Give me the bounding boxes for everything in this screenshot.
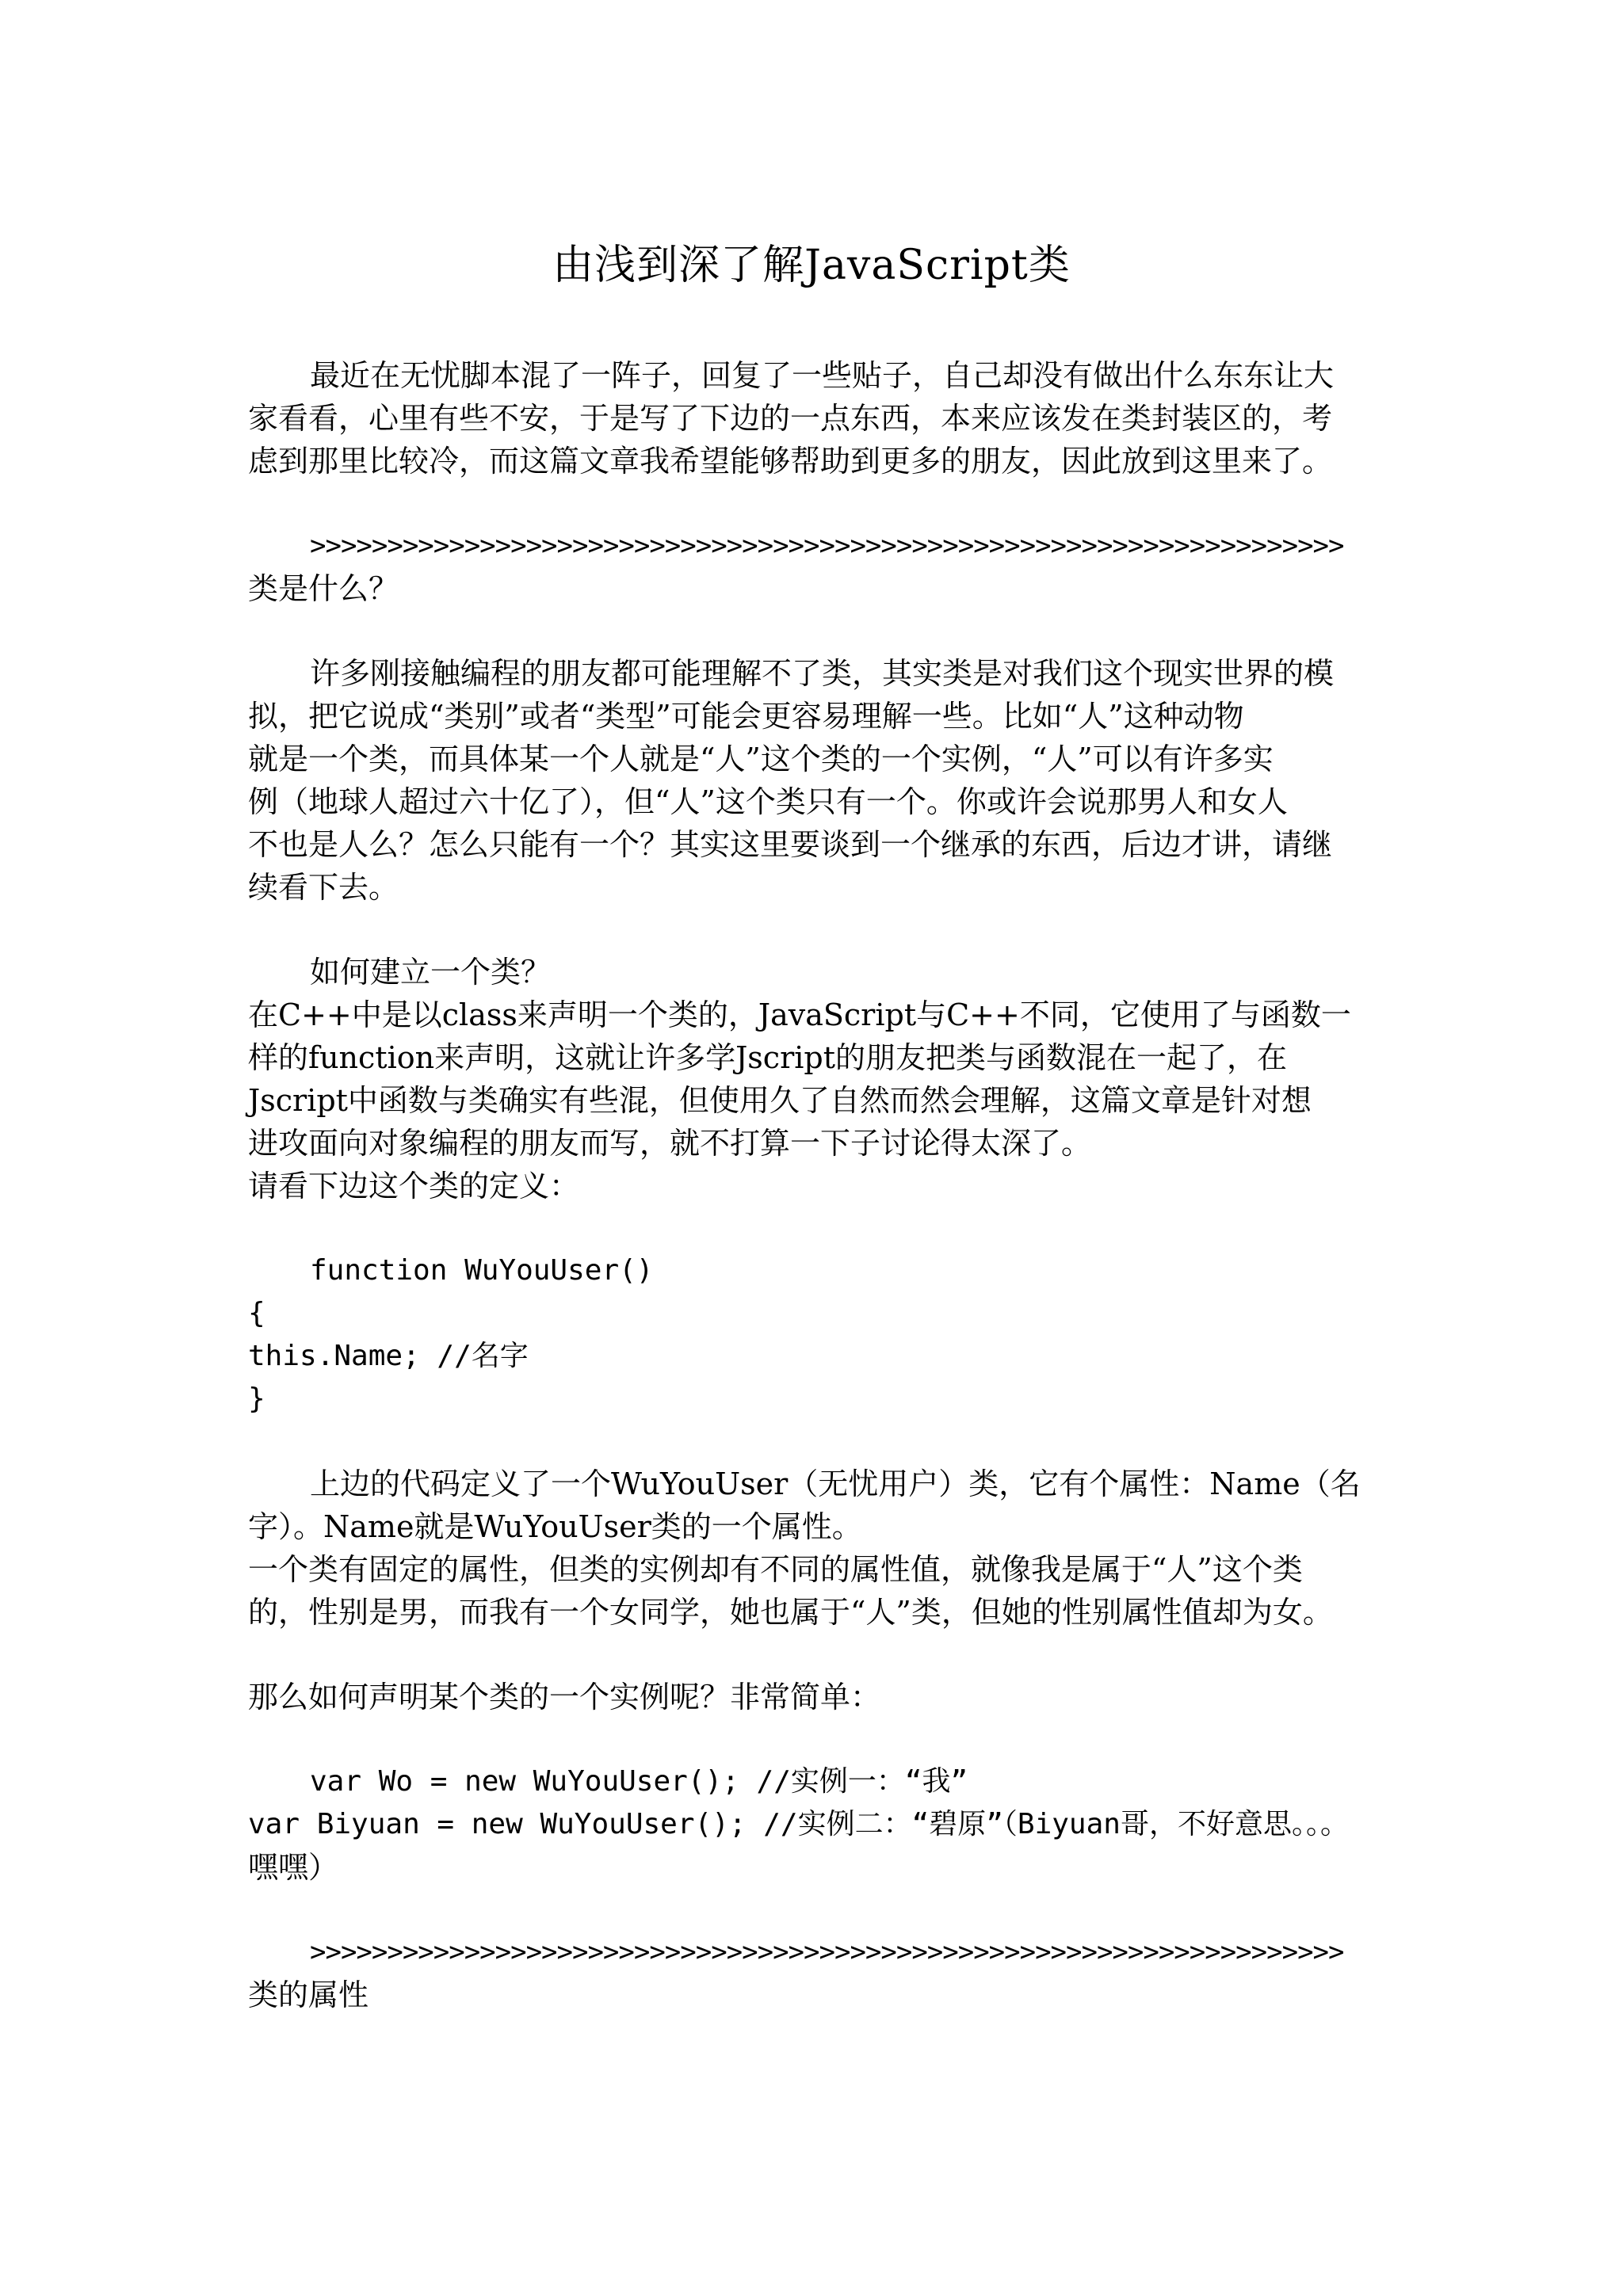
paragraph-line: 样的function来声明，这就让许多学Jscript的朋友把类与函数混在一起了，在 bbox=[248, 1040, 1288, 1075]
code-line: this.Name; //名字 bbox=[248, 1340, 529, 1372]
paragraph-line: 例（地球人超过六十亿了），但“人”这个类只有一个。你或许会说那男人和女人 bbox=[248, 784, 1288, 819]
paragraph-line: 上边的代码定义了一个WuYouUser（无忧用户）类，它有个属性：Name（名 bbox=[310, 1466, 1361, 1501]
section-heading: 类是什么？ bbox=[248, 571, 399, 606]
paragraph-line: 续看下去。 bbox=[248, 870, 399, 905]
code-line: var Wo = new WuYouUser(); //实例一：“我” bbox=[310, 1765, 968, 1798]
paragraph-line: 请看下边这个类的定义： bbox=[248, 1169, 580, 1203]
separator-line: >>>>>>>>>>>>>>>>>>>>>>>>>>>>>>>>>>>>>>>>>>>>>>>>>>>>>>>>>>>>>>>>>>> bbox=[310, 530, 1344, 562]
paragraph-line: 最近在无忧脚本混了一阵子，回复了一些贴子，自己却没有做出什么东东让大 bbox=[310, 358, 1335, 393]
paragraph-line: 一个类有固定的属性，但类的实例却有不同的属性值，就像我是属于“人”这个类 bbox=[248, 1552, 1303, 1587]
paragraph-line: 许多刚接触编程的朋友都可能理解不了类，其实类是对我们这个现实世界的模 bbox=[310, 656, 1335, 691]
code-line: function WuYouUser() bbox=[310, 1254, 654, 1287]
paragraph-line: 在C++中是以class来声明一个类的，JavaScript与C++不同，它使用了与函数一 bbox=[248, 997, 1351, 1032]
section-heading: 如何建立一个类？ bbox=[310, 955, 552, 990]
section-heading: 类的属性 bbox=[248, 1978, 369, 2012]
separator-line: >>>>>>>>>>>>>>>>>>>>>>>>>>>>>>>>>>>>>>>>>>>>>>>>>>>>>>>>>>>>>>>>>>> bbox=[310, 1936, 1344, 1968]
paragraph-line: 的，性别是男，而我有一个女同学，她也属于“人”类，但她的性别属性值却为女。 bbox=[248, 1595, 1333, 1630]
paragraph-line: 就是一个类，而具体某一个人就是“人”这个类的一个实例，“人”可以有许多实 bbox=[248, 742, 1274, 776]
code-line: } bbox=[248, 1383, 265, 1415]
document-title: 由浅到深了解JavaScript类 bbox=[552, 242, 1071, 289]
paragraph-line: 不也是人么？怎么只能有一个？其实这里要谈到一个继承的东西，后边才讲，请继 bbox=[248, 827, 1333, 862]
paragraph-line: 虑到那里比较冷，而这篇文章我希望能够帮助到更多的朋友，因此放到这里来了。 bbox=[248, 444, 1333, 479]
paragraph-line: 拟，把它说成“类别”或者“类型”可能会更容易理解一些。比如“人”这种动物 bbox=[248, 699, 1244, 734]
code-line: { bbox=[248, 1297, 265, 1329]
code-line: var Biyuan = new WuYouUser(); //实例二：“碧原”（Biyuan哥，不好意思。。。 bbox=[248, 1808, 1349, 1840]
paragraph-line: 进攻面向对象编程的朋友而写，就不打算一下子讨论得太深了。 bbox=[248, 1126, 1092, 1161]
paragraph-line: 嘿嘿） bbox=[248, 1850, 339, 1885]
paragraph-line: 字）。Name就是WuYouUser类的一个属性。 bbox=[248, 1509, 862, 1544]
paragraph-line: 那么如何声明某个类的一个实例呢？非常简单： bbox=[248, 1680, 881, 1714]
paragraph-line: Jscript中函数与类确实有些混，但使用久了自然而然会理解，这篇文章是针对想 bbox=[248, 1083, 1312, 1118]
paragraph-line: 家看看，心里有些不安，于是写了下边的一点东西，本来应该发在类封装区的，考 bbox=[248, 401, 1333, 436]
